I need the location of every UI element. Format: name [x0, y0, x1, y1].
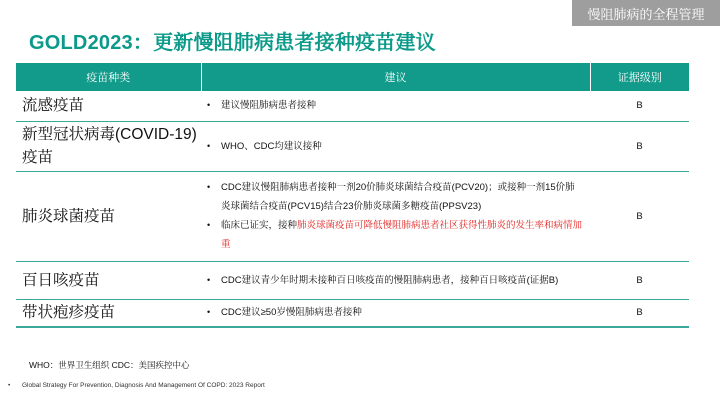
vaccine-name-cell: 肺炎球菌疫苗 [16, 171, 201, 261]
recommendation-item [203, 271, 584, 290]
recommendation-cell [201, 299, 590, 327]
abbreviation-note: WHO：世界卫生组织 CDC：美国疾控中心 [29, 360, 190, 370]
table-header-row [16, 63, 689, 91]
highlighted-text: 肺炎球菌疫苗可降低慢阻肺病患者社区获得性肺炎的发生率和病情加重 [221, 220, 583, 250]
evidence-level-cell: B [590, 121, 689, 171]
recommendation-cell [201, 121, 590, 171]
footnote-bullet: • [8, 382, 11, 389]
recommendation-text: CDC建议青少年时期未接种百日咳疫苗的慢阻肺病患者，接种百日咳疫苗(证据B) [221, 274, 559, 286]
header-vaccine-type: 疫苗种类 [16, 63, 201, 91]
evidence-level-cell: B [590, 261, 689, 299]
recommendation-list [203, 303, 584, 322]
table-row [16, 91, 689, 121]
evidence-level-cell: B [590, 171, 689, 261]
evidence-level-cell: B [590, 91, 689, 121]
recommendation-cell [201, 91, 590, 121]
vaccine-name-cell: 带状疱疹疫苗 [16, 299, 201, 327]
recommendation-text: WHO、CDC均建议接种 [221, 140, 322, 152]
recommendation-item [203, 303, 584, 322]
recommendation-list [203, 137, 584, 156]
recommendation-text: CDC建议慢阻肺病患者接种一剂20价肺炎球菌结合疫苗(PCV20)；或接种一剂15价肺炎球菌结合疫苗(PCV15)结合23价肺炎球菌多糖疫苗(PPSV23) [221, 182, 575, 212]
slide-title: GOLD2023：更新慢阻肺病患者接种疫苗建议 [29, 32, 436, 54]
table-row [16, 171, 689, 261]
header-evidence-level: 证据级别 [590, 63, 689, 91]
vaccine-name-cell: 流感疫苗 [16, 91, 201, 121]
table-row [16, 121, 689, 171]
recommendation-item [203, 96, 584, 115]
recommendation-text: CDC建议≥50岁慢阻肺病患者接种 [221, 307, 362, 319]
recommendation-list [203, 178, 584, 254]
vaccine-table [16, 63, 689, 328]
evidence-level-cell: B [590, 299, 689, 327]
recommendation-list [203, 96, 584, 115]
table-row [16, 299, 689, 327]
section-tag: 慢阻肺病的全程管理 [572, 0, 720, 26]
recommendation-item [203, 137, 584, 156]
recommendation-item [203, 216, 584, 254]
recommendation-list [203, 271, 584, 290]
recommendation-item [203, 178, 584, 216]
header-recommendation: 建议 [201, 63, 590, 91]
recommendation-cell [201, 261, 590, 299]
table-row [16, 261, 689, 299]
footnote-text: Global Strategy For Prevention, Diagnosis And Management Of COPD: 2023 Report [22, 382, 265, 389]
recommendation-text: 建议慢阻肺病患者接种 [221, 100, 317, 112]
vaccine-name-cell: 百日咳疫苗 [16, 261, 201, 299]
recommendation-cell [201, 171, 590, 261]
vaccine-name-cell: 新型冠状病毒(COVID-19)疫苗 [16, 121, 201, 171]
recommendation-text: 临床已证实，接种 [221, 220, 298, 231]
reference-footnote [8, 382, 265, 389]
